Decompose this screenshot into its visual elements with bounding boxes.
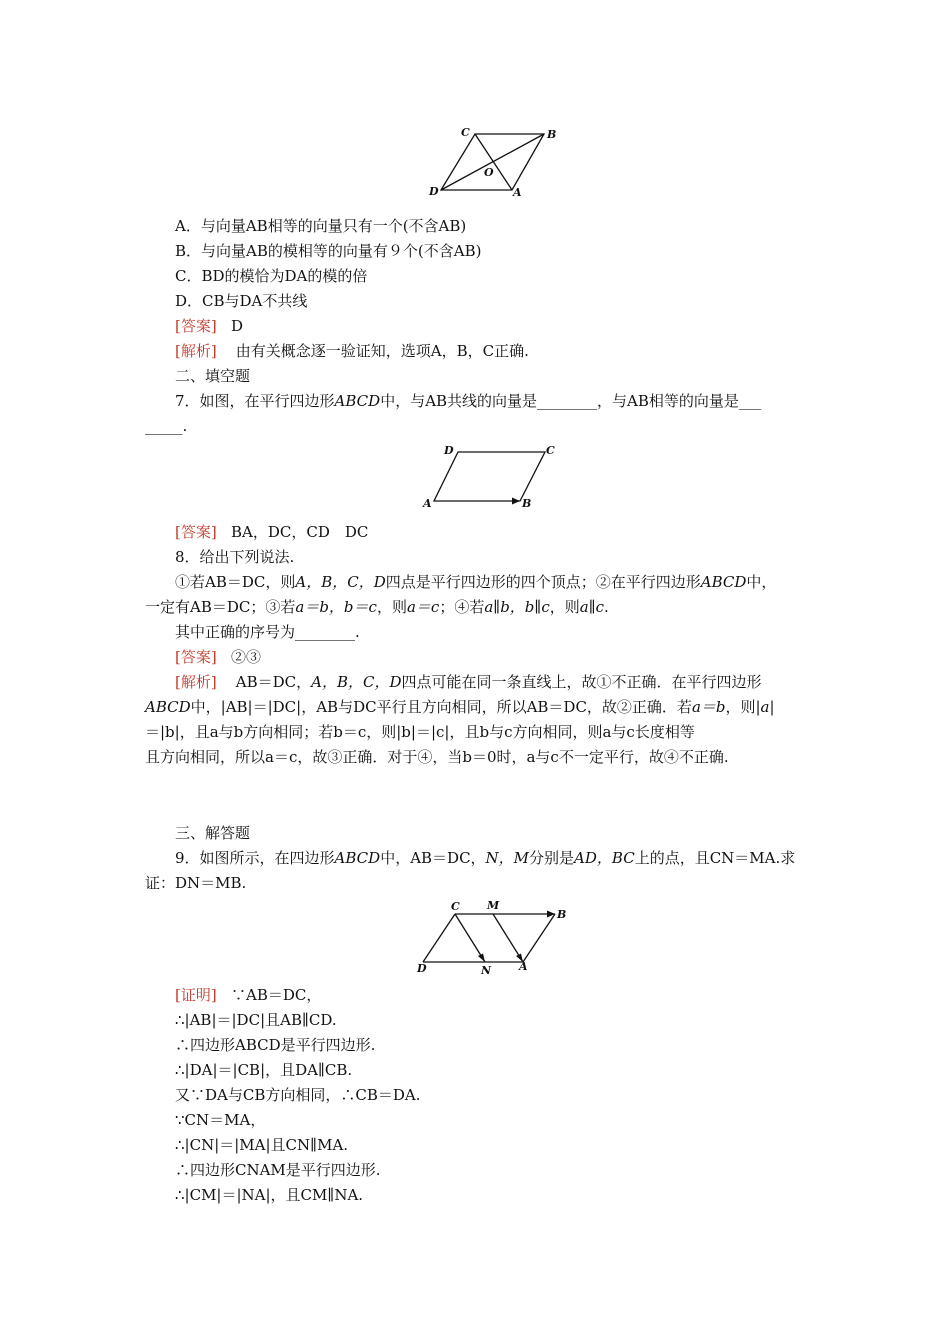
q9-line1 <box>175 848 795 868</box>
option-c: C．BD的模恰为DA的模的倍 <box>175 267 368 285</box>
q9-text: 分别是 <box>529 849 575 867</box>
q8-text-it: a∥b，b∥c <box>484 598 550 616</box>
edge-ba <box>523 914 555 962</box>
analysis-text: 中，|AB|＝|DC|，AB与DC平行且方向相同，所以AB＝DC，故②正确．若 <box>190 698 692 716</box>
q8-analysis-line4: 且方向相同，所以a＝c，故③正确．对于④，当b＝0时，a与c不一定平行，故④不正确. <box>145 748 729 766</box>
q8-line3 <box>145 597 609 617</box>
label-a3: A <box>519 960 528 973</box>
q9-text: 上的点，且CN＝MA.求 <box>634 849 796 867</box>
q8-text-it: a＝c <box>406 598 440 616</box>
proof-line: ∴四边形ABCD是平行四边形. <box>175 1036 376 1054</box>
section-fill-in: 二、填空题 <box>175 367 251 385</box>
label-c3: C <box>451 900 460 913</box>
edge-cd <box>423 914 455 962</box>
proof-line: ∴|DA|＝|CB|，且DA∥CB. <box>175 1061 353 1079</box>
q8-line4: 其中正确的序号为________. <box>175 623 360 641</box>
q7-answer <box>175 522 368 542</box>
q6-analysis <box>175 341 529 361</box>
q9-text-it: ABCD <box>334 849 381 867</box>
parallelogram-outline-2 <box>434 452 545 501</box>
figure-cnam <box>415 898 575 976</box>
proof-line: ∵CN＝MA， <box>175 1111 266 1129</box>
option-b: B．与向量AB的模相等的向量有９个(不含AB) <box>175 242 482 260</box>
q9-text: 9．如图所示，在四边形 <box>175 849 335 867</box>
answer-text: ②③ <box>231 648 262 666</box>
q7-text-a: 7．如图，在平行四边形 <box>175 392 335 410</box>
label-d: D <box>429 185 439 198</box>
q9-line2: 证：DN＝MB. <box>145 874 247 892</box>
proof-line: ∴|CM|＝|NA|，且CM∥NA. <box>175 1186 364 1204</box>
q9-text-it: N，M <box>485 849 530 867</box>
q8-line1: 8．给出下列说法. <box>175 548 295 566</box>
q8-analysis-line3: ＝|b|，且a与b方向相同；若b＝c，则|b|＝|c|，且b与c方向相同，则a与c长度相等 <box>145 723 695 741</box>
analysis-text-it: ABCD <box>145 698 191 716</box>
q9-proof-line1 <box>175 985 321 1005</box>
q8-text: 四点是平行四边形的四个顶点；②在平行四边形 <box>385 573 701 591</box>
q8-text: 一定有AB＝DC；③若 <box>145 598 296 616</box>
q8-text: ①若AB＝DC，则 <box>175 573 296 591</box>
q8-text: ；④若 <box>439 598 485 616</box>
answer-tag: [答案] <box>175 648 217 666</box>
arrowhead-n <box>478 954 485 963</box>
proof-line: ∵AB＝DC， <box>231 986 322 1004</box>
q8-text-it: A，B，C，D <box>295 573 386 591</box>
q8-text-it: a＝b，b＝c <box>295 598 377 616</box>
label-d3: D <box>417 962 427 975</box>
cnam-svg <box>415 898 575 976</box>
parallelogram-diagonals-svg <box>420 122 570 202</box>
answer-text: BA，DC，CD DC <box>231 523 369 541</box>
q8-text: ，则 <box>376 598 407 616</box>
section-solve: 三、解答题 <box>175 824 251 842</box>
q9-text-it: AD，BC <box>574 849 635 867</box>
analysis-text-it: A，B，C，D <box>311 673 402 691</box>
answer-tag: [答案] <box>175 523 217 541</box>
proof-line: ∴四边形CNAM是平行四边形. <box>175 1161 381 1179</box>
q8-text-it: a∥c <box>579 598 605 616</box>
q8-analysis-line2 <box>145 697 775 717</box>
q7-line2: _____. <box>145 417 188 435</box>
label-a2: A <box>423 497 432 510</box>
analysis-text: | <box>769 698 775 716</box>
analysis-tag: [解析] <box>175 342 217 360</box>
proof-line: 又∵DA与CB方向相同，∴CB＝DA. <box>175 1086 421 1104</box>
label-b: B <box>547 128 557 141</box>
q8-analysis-line1 <box>175 672 762 692</box>
analysis-text-it: a＝b <box>691 698 726 716</box>
analysis-text: ，则| <box>725 698 761 716</box>
q6-answer <box>175 316 243 336</box>
q9-text: 中，AB＝DC， <box>380 849 486 867</box>
label-a: A <box>513 186 522 199</box>
label-b2: B <box>522 497 532 510</box>
proof-line: ∴|CN|＝|MA|且CN∥MA. <box>175 1136 349 1154</box>
label-c2: C <box>546 444 555 457</box>
analysis-tag: [解析] <box>175 673 217 691</box>
option-d: D．CB与DA不共线 <box>175 292 308 310</box>
q7-text-abcd: ABCD <box>334 392 381 410</box>
q8-text: 中， <box>746 573 777 591</box>
figure-parallelogram-diagonals <box>420 122 570 202</box>
q8-text-it: ABCD <box>700 573 747 591</box>
figure-parallelogram-abcd <box>420 440 570 512</box>
q7-text-b: 中，与AB共线的向量是________，与AB相等的向量是___ <box>380 392 762 410</box>
label-o: O <box>484 166 494 179</box>
analysis-text: AB＝DC， <box>235 673 312 691</box>
label-d2: D <box>444 444 454 457</box>
analysis-text: 由有关概念逐一验证知，选项A，B，C正确. <box>235 342 529 360</box>
q8-text: . <box>604 598 609 616</box>
label-n3: N <box>481 964 492 977</box>
q8-line2 <box>175 572 776 592</box>
analysis-text-it: a <box>760 698 770 716</box>
arrowhead-ab <box>512 498 520 505</box>
q8-answer <box>175 647 261 667</box>
answer-tag: [答案] <box>175 317 217 335</box>
q7-line1 <box>175 391 761 411</box>
proof-tag: [证明] <box>175 986 217 1004</box>
option-a: A．与向量AB相等的向量只有一个(不含AB) <box>175 217 467 235</box>
label-m3: M <box>487 899 500 912</box>
analysis-text: 四点可能在同一条直线上，故①不正确．在平行四边形 <box>401 673 762 691</box>
label-c: C <box>461 126 470 139</box>
answer-text: D <box>231 317 244 335</box>
q8-text: ，则 <box>549 598 580 616</box>
parallelogram-abcd-svg <box>420 440 570 512</box>
proof-line: ∴|AB|＝|DC|且AB∥CD. <box>175 1011 337 1029</box>
label-b3: B <box>557 908 567 921</box>
